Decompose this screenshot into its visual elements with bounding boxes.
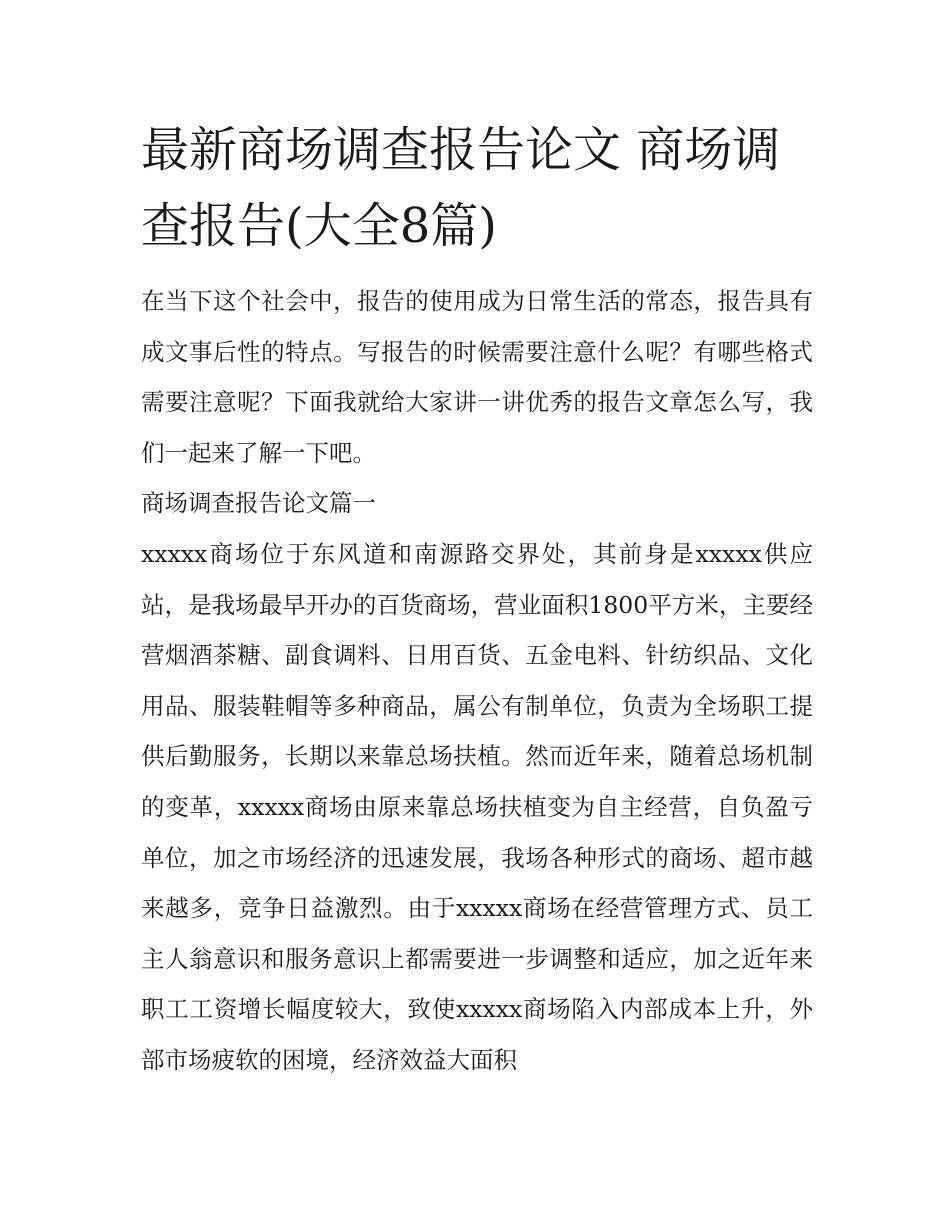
document-title: 最新商场调查报告论文 商场调查报告(大全8篇) bbox=[141, 122, 781, 254]
body-paragraph: xxxxx商场位于东风道和南源路交界处，其前身是xxxxx供应站，是我场最早开办的百货商场，营业面积1800平方米，主要经营烟酒茶糖、副食调料、日用百货、五金电料、针纺织品、文化用品、服装鞋帽等多种商品，属公有制单位，负责为全场职工提供后勤服务，长期以来靠总场扶植。然而近年来，随着总场机制的变革，xxxxx商场由原来靠总场扶植变为自主经营，自负盈亏单位，加之市场经济的迅速发展，我场各种形式的商场、超市越来越多，竞争日益激烈。由于xxxxx商场在经营管理方式、员工主人翁意识和服务意识上都需要进一步调整和适应，加之近年来职工工资增长幅度较大，致使xxxxx商场陷入内部成本上升，外部市场疲软的困境，经济效益大面积 bbox=[141, 539, 813, 1074]
document-page bbox=[141, 112, 813, 1086]
intro-paragraph: 在当下这个社会中，报告的使用成为日常生活的常态，报告具有成文事后性的特点。写报告的时候需要注意什么呢？有哪些格式需要注意呢？下面我就给大家讲一讲优秀的报告文章怎么写，我们一起来了解一下吧。 bbox=[141, 287, 813, 467]
section-heading: 商场调查报告论文篇一 bbox=[141, 489, 376, 518]
